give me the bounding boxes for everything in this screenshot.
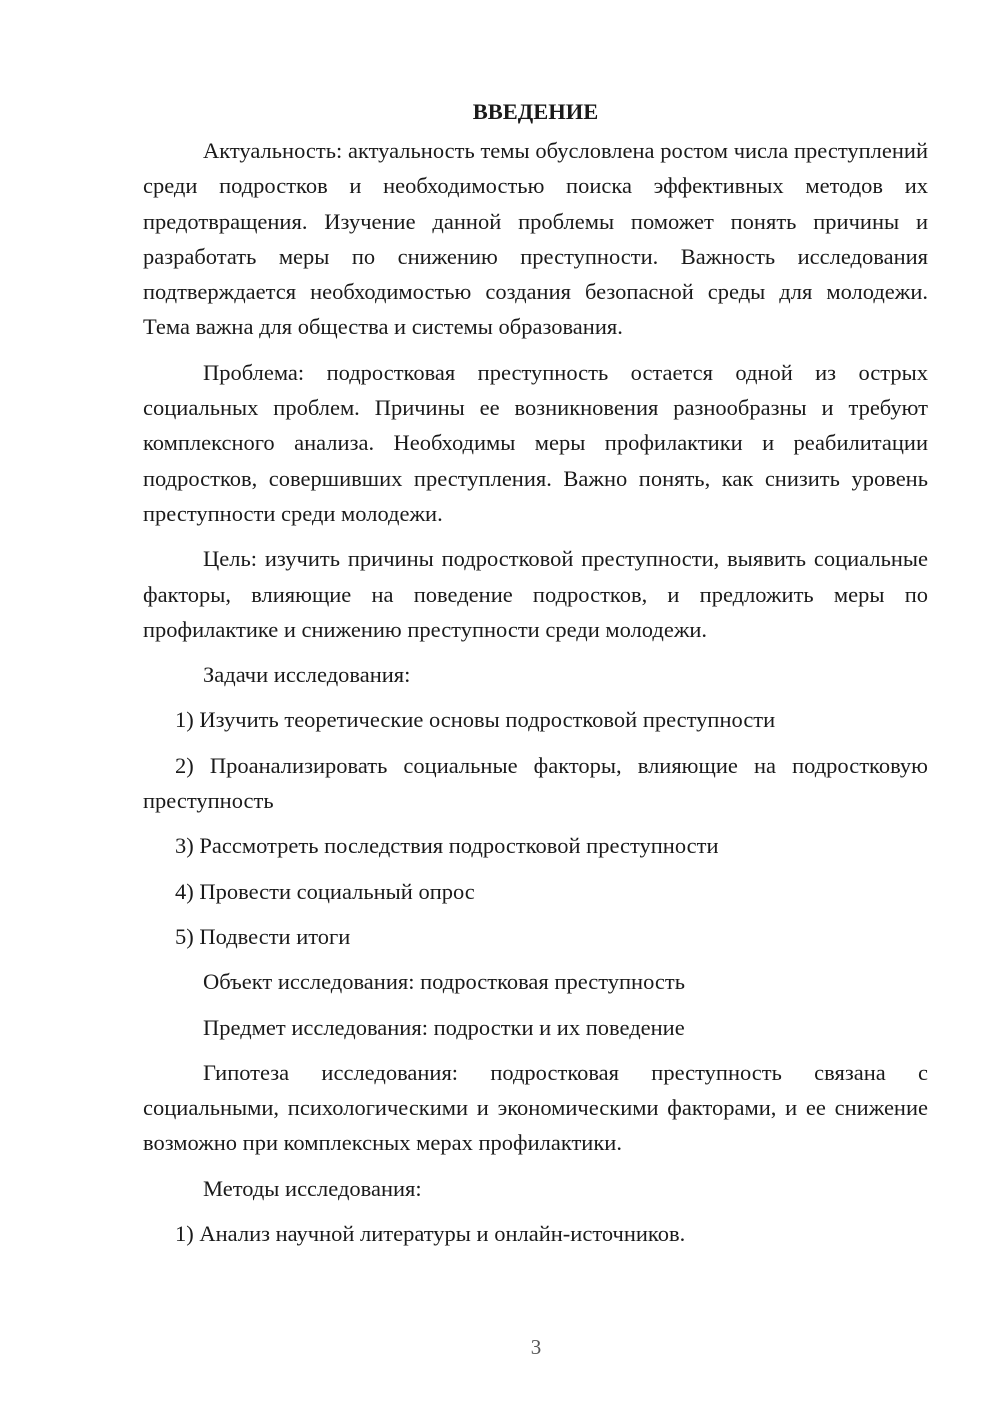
research-object: Объект исследования: подростковая преступность [203,969,685,995]
hypothesis-paragraph: Гипотеза исследования: подростковая преступность связана с социальными, психологическими и экономическими факторами, и ее снижение возможно при комплексных мерах профилактики. [143,1059,928,1156]
task-item: 1) Изучить теоретические основы подростковой преступности [175,707,776,733]
relevance-paragraph: Актуальность: актуальность темы обусловлена ростом числа преступлений среди подростков и необходимостью поиска эффективных методов их предотвращения. Изучение данной проблемы поможет понять причины и разработать меры по снижению преступности. Важность исследования подтверждается необходимостью создания безопасной среды для молодежи. Тема важна для общества и системы образования. [143,138,928,340]
task-item: 3) Рассмотреть последствия подростковой преступности [175,833,719,859]
task-item: 5) Подвести итоги [175,923,351,949]
section-title: ВВЕДЕНИЕ [472,99,599,124]
methods-heading: Методы исследования: [203,1175,422,1201]
task-item: 4) Провести социальный опрос [175,878,475,904]
problem-paragraph: Проблема: подростковая преступность остается одной из острых социальных проблем. Причины ее возникновения разнообразны и требуют комплексного анализа. Необходимы меры профилактики и реабилитации подростков, совершивших преступления. Важно понять, как снизить уровень преступности среди молодежи. [143,359,928,526]
tasks-heading: Задачи исследования: [203,662,411,688]
method-item: 1) Анализ научной литературы и онлайн-источников. [175,1221,686,1247]
goal-paragraph: Цель: изучить причины подростковой преступности, выявить социальные факторы, влияющие на поведение подростков, и предложить меры по профилактике и снижению преступности среди молодежи. [143,546,928,642]
research-subject: Предмет исследования: подростки и их поведение [203,1014,685,1040]
page-number: 3 [530,1335,542,1359]
document-page [143,94,928,1261]
task-item: 2) Проанализировать социальные факторы, влияющие на подростковую преступность [143,752,928,814]
